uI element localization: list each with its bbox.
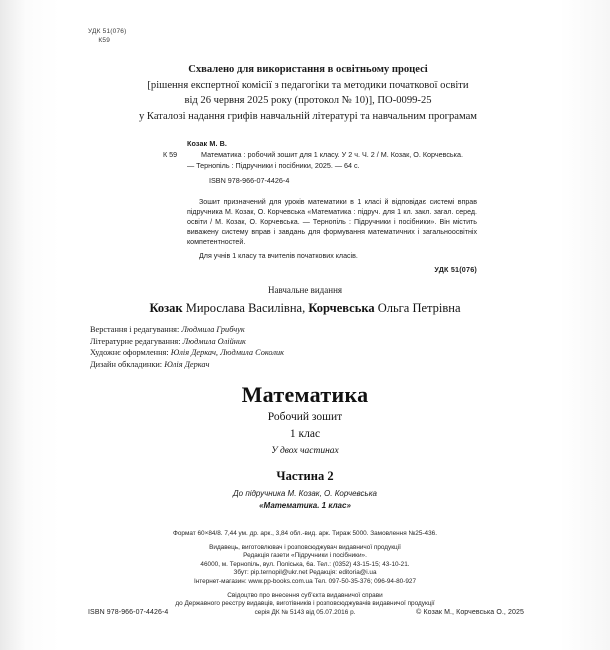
udc-top-block xyxy=(88,27,126,45)
credit-row xyxy=(90,336,284,348)
annotation-paragraph-1: Зошит призначений для уроків математики в 1 класі й відповідає системі вправ підручника М. Козак, О. Корчевська «Математика : підруч. для 1 кл. закл. загал. серед. освіти / М. Козак, О. Корчевська. — Тернопіль : Підручники і посібники». Він містить виважену систему вправ і завдань для формування математичних і загальноосвітніх компетентностей. xyxy=(187,198,477,247)
approval-heading: Схвалено для використання в освітньому процесі xyxy=(188,64,428,75)
credit-name: Людмила Грибчук xyxy=(181,325,245,334)
biblio-card-body xyxy=(163,150,463,171)
textbook-reference-line-2: «Математика. 1 клас» xyxy=(259,500,351,510)
approval-line-1: [рішення експертної комісії з педагогіки та методики початкової освіти xyxy=(147,79,469,91)
credit-role: Художнє оформлення: xyxy=(90,348,171,358)
biblio-shelf-code: К 59 xyxy=(163,150,178,160)
imprint-address: 46000, м. Тернопіль, вул. Поліська, 6а. Тел.: (0352) 43-15-15; 43-10-21. xyxy=(200,560,410,568)
credits-block xyxy=(90,324,284,370)
credit-role: Літературне редагування: xyxy=(90,336,183,346)
title-grade: 1 клас xyxy=(289,428,321,440)
author-1-name: Мирослава Василівна, xyxy=(182,301,309,315)
annotation-block xyxy=(187,197,477,262)
imprint-website: Інтернет-магазин: www.pp-books.com.ua Тел. 097-50-35-376; 096-94-80-927 xyxy=(193,577,417,585)
title-block xyxy=(0,382,610,484)
author-sign-code: К59 xyxy=(98,37,111,44)
bibliographic-card xyxy=(163,139,463,186)
credit-row xyxy=(90,359,284,371)
title-parts: У двох частинах xyxy=(271,446,339,456)
approval-block xyxy=(90,62,526,124)
credit-role: Дизайн обкладинки: xyxy=(90,359,165,369)
approval-line-2: від 26 червня 2025 року (протокол № 10)], ПО-0099-25 xyxy=(184,95,432,107)
authors-line xyxy=(0,301,610,316)
author-1-surname: Козак xyxy=(149,301,183,315)
textbook-reference xyxy=(0,488,610,511)
imprint-certificate-line-1: Свідоцтво про внесення суб'єкта видавничої справи xyxy=(227,591,383,599)
page-title: Математика xyxy=(241,382,369,407)
imprint-certificate-line-3: серія ДК № 5143 від 05.07.2016 р. xyxy=(254,608,356,616)
imprint-publisher-name: Редакція газети «Підручники і посібники». xyxy=(243,552,367,560)
credit-row xyxy=(90,324,284,336)
title-part-number: Частина 2 xyxy=(276,469,334,483)
imprint-format: Формат 60×84/8. 7,44 ум. др. арк., 3,84 обл.-вид. арк. Тираж 5000. Замовлення №25-436. xyxy=(173,530,437,537)
credit-name: Людмила Олійник xyxy=(182,336,246,346)
title-subtitle: Робочий зошит xyxy=(267,411,343,423)
credit-name: Юлія Деркач, Людмила Соколик xyxy=(170,348,285,358)
approval-line-3: у Каталозі надання грифів навчальній літературі та навчальним програмам xyxy=(138,110,478,122)
imprint-publisher-role: Видавець, виготовлювач і розповсюджувач видавничої продукції xyxy=(209,543,401,551)
footer-isbn: ISBN 978-966-07-4426-4 xyxy=(88,609,169,616)
footer-copyright: © Козак М., Корчевська О., 2025 xyxy=(416,609,524,616)
biblio-author: Козак М. В. xyxy=(187,139,228,148)
annotation-paragraph-2: Для учнів 1 класу та вчителів початкових класів. xyxy=(199,252,358,261)
edition-type: Навчальне видання xyxy=(267,285,343,295)
imprint-certificate-line-2: до Державного реєстру видавців, виготівників і розповсюджувачів видавничої продукції xyxy=(175,600,435,608)
biblio-isbn: ISBN 978-966-07-4426-4 xyxy=(209,175,290,185)
credit-row xyxy=(90,347,284,359)
biblio-description: Математика : робочий зошит для 1 класу. У 2 ч. Ч. 2 / М. Козак, О. Корчевська. — Тернопіль : Підручники і посібники, 2025. — 64 с. xyxy=(187,150,463,170)
author-2-surname: Корчевська xyxy=(308,301,375,315)
credit-role: Верстання і редагування: xyxy=(90,325,182,334)
udc-code: УДК 51(076) xyxy=(88,28,127,35)
imprint-emails: Збут: pip.ternopil@ukr.net Редакція: editoria@i.ua xyxy=(233,569,377,577)
imprint-block xyxy=(0,530,610,617)
author-2-name: Ольга Петрівна xyxy=(374,301,461,315)
textbook-reference-line-1: До підручника М. Козак, О. Корчевська xyxy=(233,489,377,498)
credit-name: Юлія Деркач xyxy=(164,359,210,369)
page-footer xyxy=(88,609,524,616)
udc-bottom-code: УДК 51(076) xyxy=(434,265,477,274)
